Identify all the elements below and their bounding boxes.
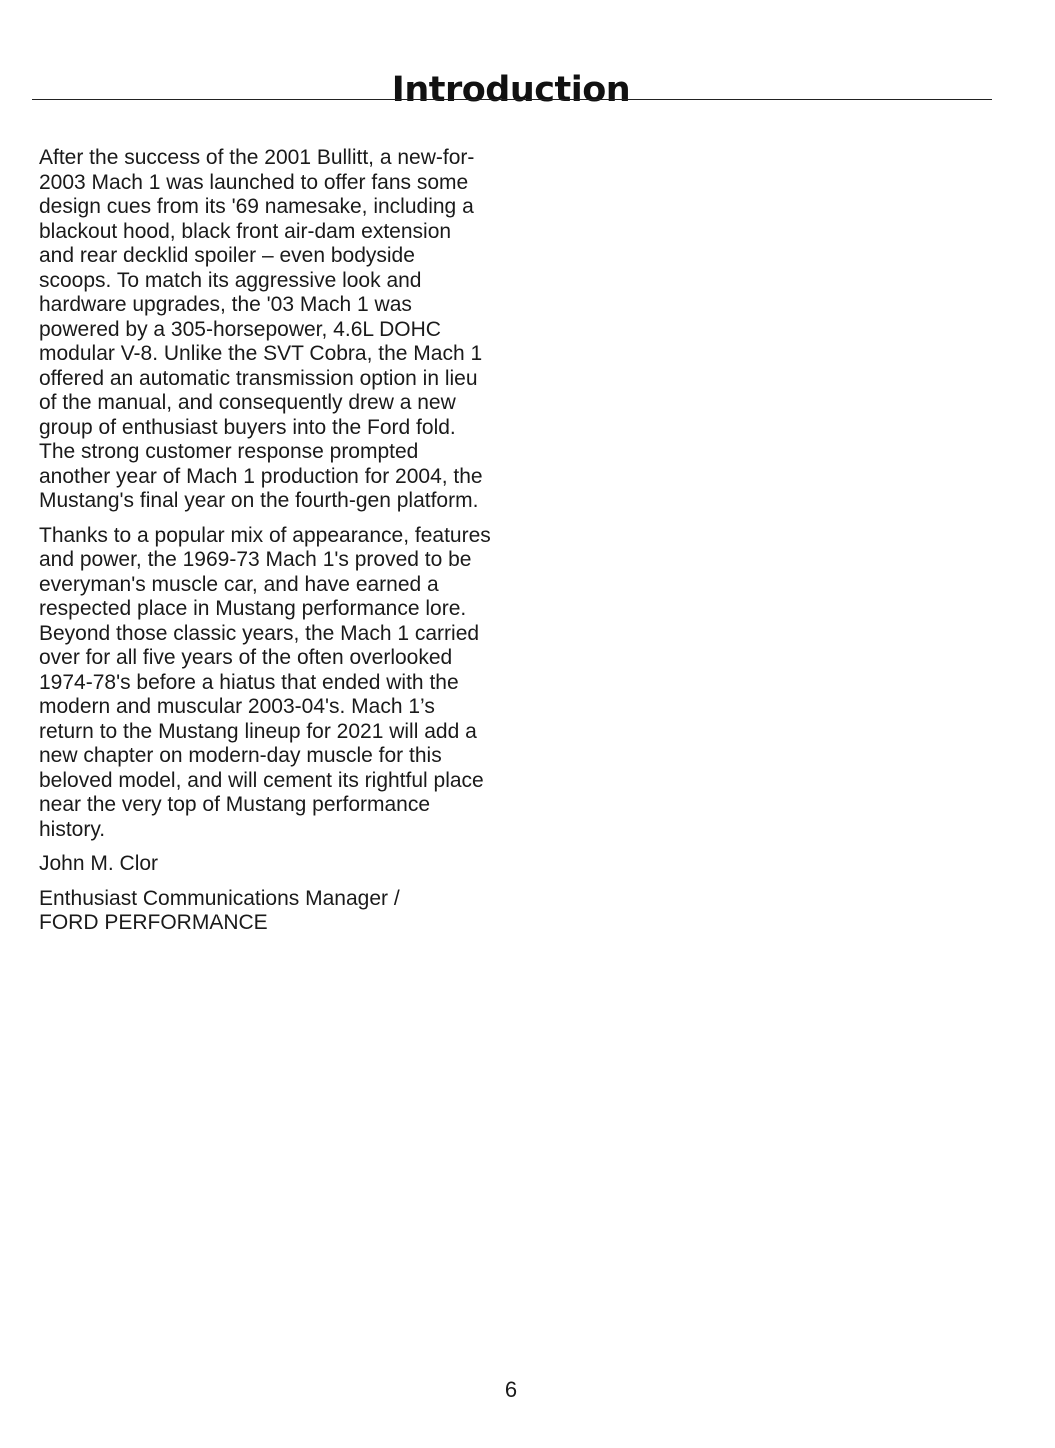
title-divider	[32, 99, 992, 100]
page-title: Introduction	[391, 70, 631, 111]
body-paragraph: After the success of the 2001 Bullitt, a new-for-2003 Mach 1 was launched to offer fans some design cues from its '69 namesake, including a blackout hood, black front air-dam extension and rear decklid spoiler – even bodyside scoops. To match its aggressive look and hardware upgrades, the '03 Mach 1 was powered by a 305-horsepower, 4.6L DOHC modular V-8. Unlike the SVT Cobra, the Mach 1 offered an automatic transmission option in lieu of the manual, and consequently drew a new group of enthusiast buyers into the Ford fold. The strong customer response prompted another year of Mach 1 production for 2004, the Mustang's final year on the fourth-gen platform.	[39, 146, 483, 512]
signature-title	[39, 887, 491, 936]
signature-name: John M. Clor	[39, 852, 159, 875]
body-paragraph: Thanks to a popular mix of appearance, features and power, the 1969-73 Mach 1's proved to be everyman's muscle car, and have earned a respected place in Mustang performance lore. Beyond those classic years, the Mach 1 carried over for all five years of the often overlooked 1974-78's before a hiatus that ended with the modern and muscular 2003-04's. Mach 1’s return to the Mustang lineup for 2021 will add a new chapter on modern-day muscle for this beloved model, and will cement its rightful place near the very top of Mustang performance history.	[39, 523, 491, 841]
page-number: 6	[504, 1377, 518, 1402]
body-column	[39, 146, 491, 946]
signature-title-line-1: Enthusiast Communications Manager /	[39, 886, 400, 910]
signature-title-line-2: FORD PERFORMANCE	[39, 911, 268, 934]
